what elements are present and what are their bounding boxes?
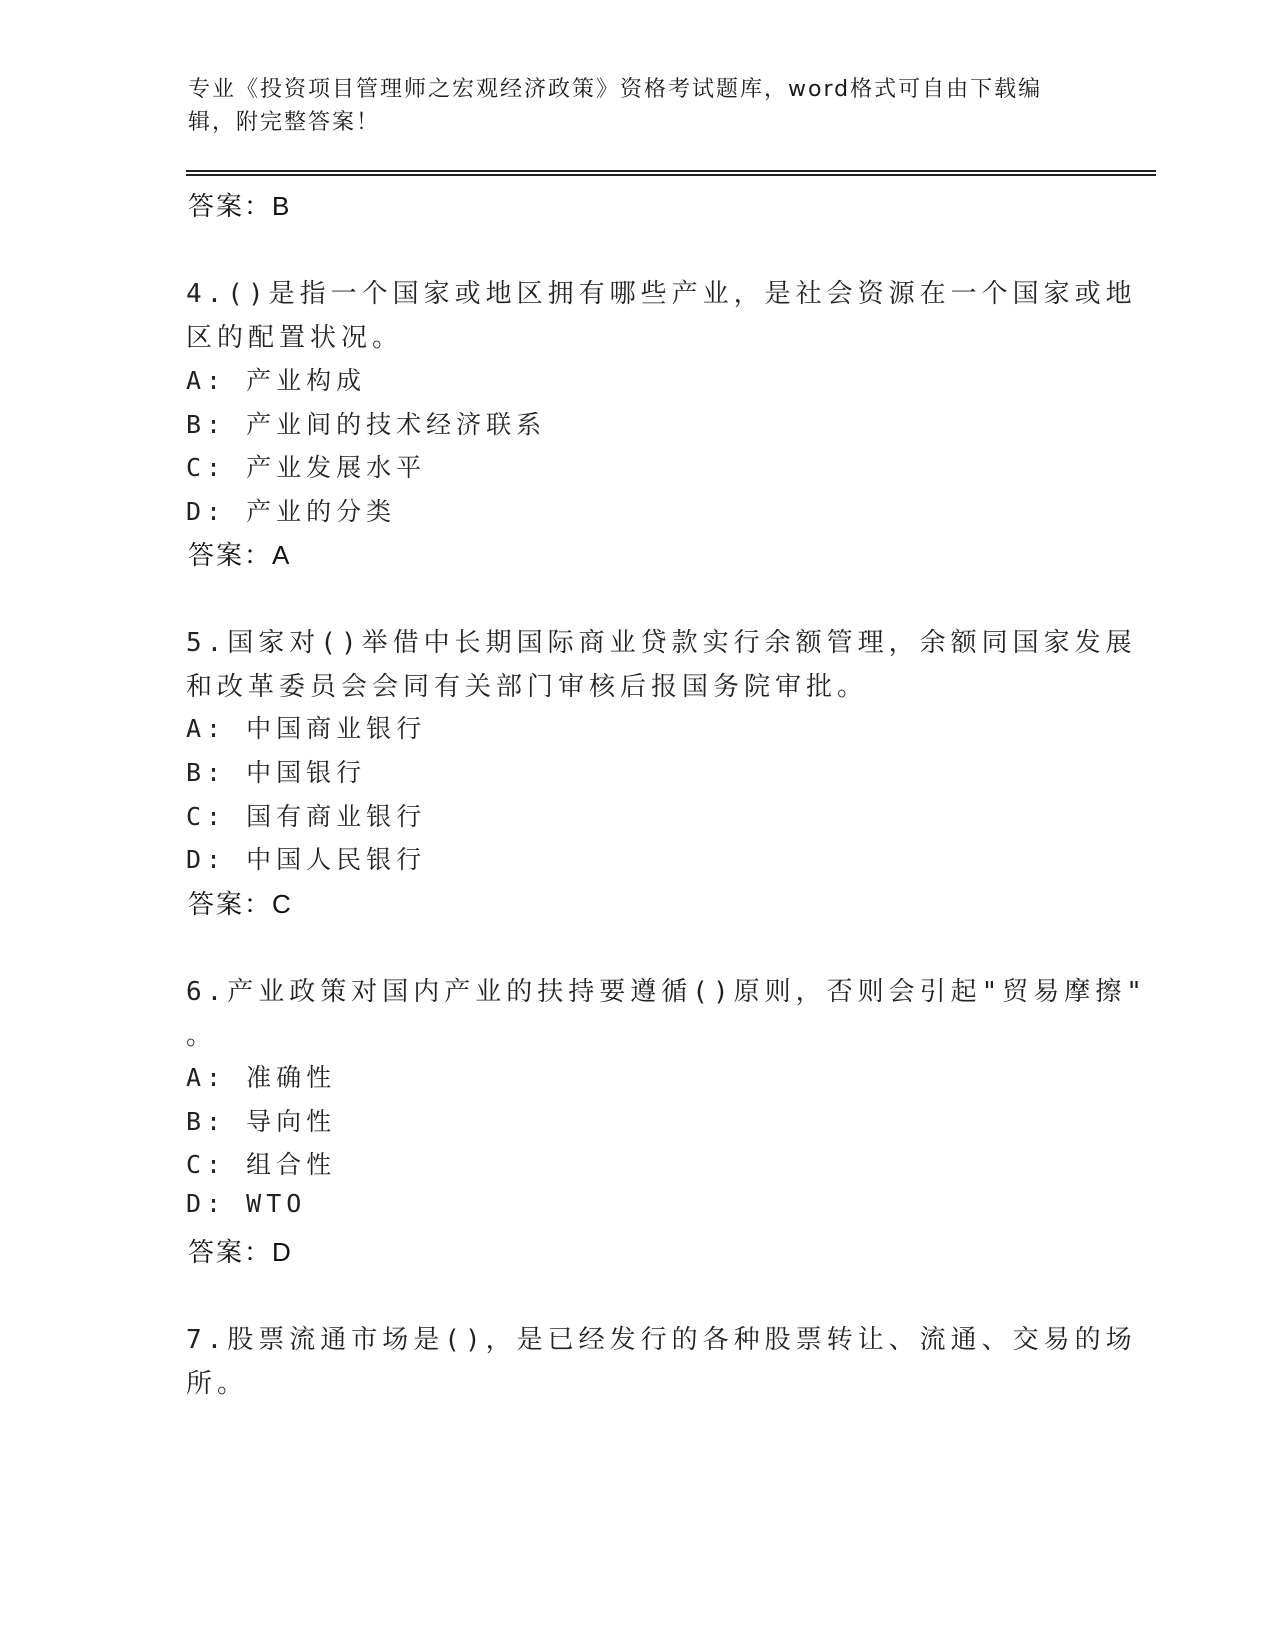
header-divider-bottom bbox=[186, 174, 1156, 176]
question-6-option-a: A: 准确性 bbox=[186, 1063, 337, 1092]
answer-6: 答案：D bbox=[188, 1237, 293, 1267]
question-4-option-c: C: 产业发展水平 bbox=[186, 453, 427, 482]
question-6-option-d: D: WTO bbox=[186, 1189, 307, 1218]
question-5-option-c: C: 国有商业银行 bbox=[186, 802, 427, 831]
question-7-line-2: 所。 bbox=[186, 1369, 249, 1399]
question-6-line-1: 6.产业政策对国内产业的扶持要遵循()原则，否则会引起"贸易摩擦" bbox=[186, 977, 1147, 1007]
question-4-line-1: 4.()是指一个国家或地区拥有哪些产业，是社会资源在一个国家或地 bbox=[186, 279, 1137, 309]
question-5-option-b: B: 中国银行 bbox=[186, 758, 367, 787]
question-4-line-2: 区的配置状况。 bbox=[186, 323, 404, 353]
question-6-line-2: 。 bbox=[186, 1021, 218, 1051]
answer-3: 答案：B bbox=[188, 191, 292, 221]
header-text-line-2: 辑，附完整答案！ bbox=[188, 110, 381, 135]
question-5-line-1: 5.国家对()举借中长期国际商业贷款实行余额管理，余额同国家发展 bbox=[186, 628, 1137, 658]
answer-4: 答案：A bbox=[188, 540, 292, 570]
question-4-option-a: A: 产业构成 bbox=[186, 366, 367, 395]
answer-5: 答案：C bbox=[188, 889, 293, 919]
question-5-line-2: 和改革委员会会同有关部门审核后报国务院审批。 bbox=[186, 672, 869, 702]
question-4-option-d: D: 产业的分类 bbox=[186, 497, 397, 526]
question-5-option-d: D: 中国人民银行 bbox=[186, 845, 427, 874]
question-6-option-b: B: 导向性 bbox=[186, 1107, 337, 1136]
question-5-option-a: A: 中国商业银行 bbox=[186, 714, 427, 743]
question-6-option-c: C: 组合性 bbox=[186, 1150, 337, 1179]
question-7-line-1: 7.股票流通市场是()，是已经发行的各种股票转让、流通、交易的场 bbox=[186, 1325, 1137, 1355]
header-text-line-1: 专业《投资项目管理师之宏观经济政策》资格考试题库，word格式可自由下载编 bbox=[188, 77, 1043, 102]
question-4-option-b: B: 产业间的技术经济联系 bbox=[186, 410, 547, 439]
header-divider-top bbox=[186, 170, 1156, 172]
